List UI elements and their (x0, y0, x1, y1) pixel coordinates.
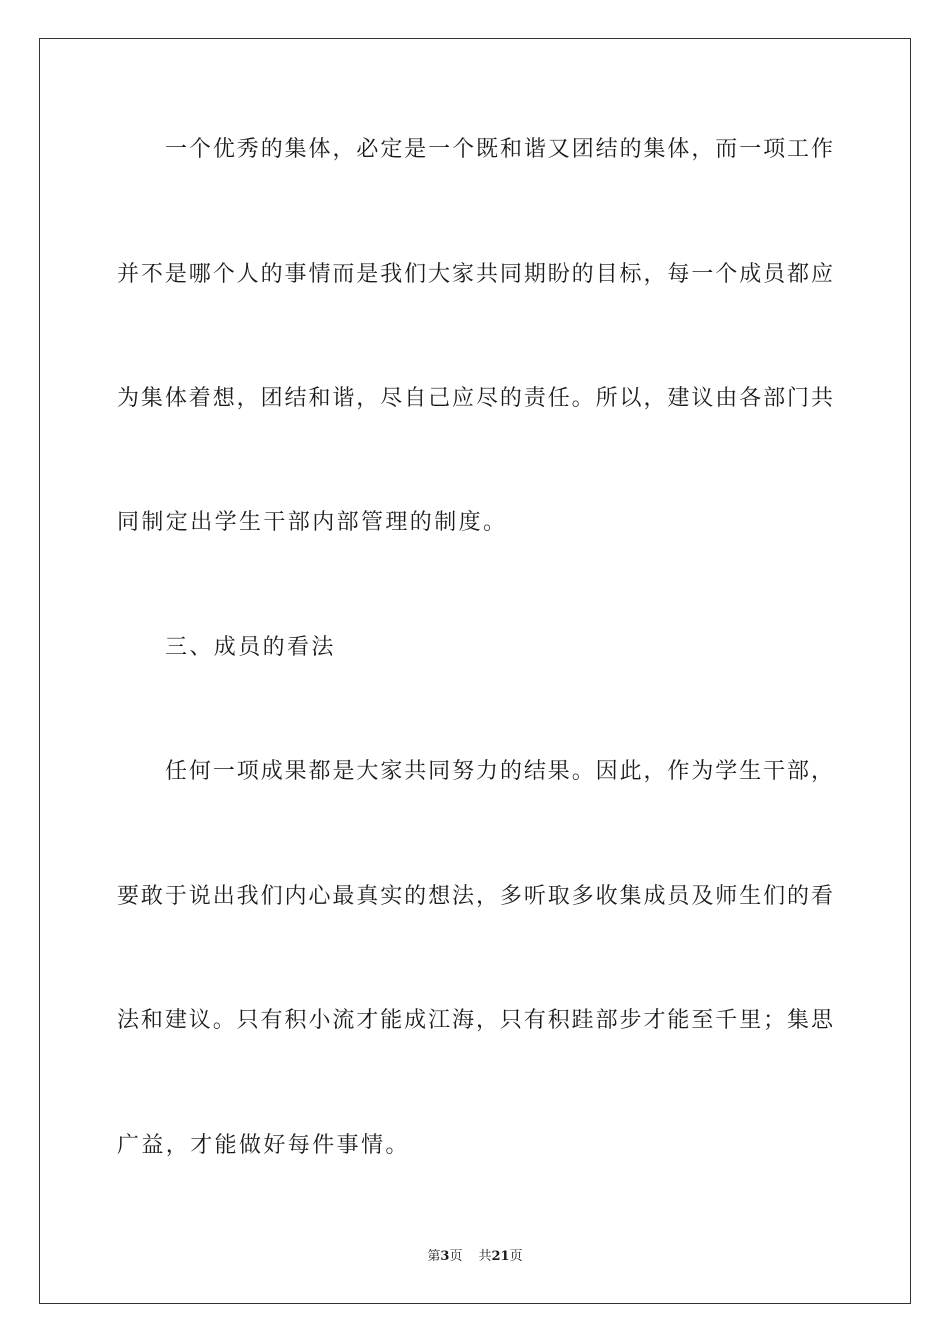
section-heading: 三、成员的看法 (165, 635, 336, 660)
paragraph-line: 同制定出学生干部内部管理的制度。 (117, 510, 508, 535)
paragraph-line: 要敢于说出我们内心最真实的想法，多听取多收集成员及师生们的看 (117, 884, 833, 909)
paragraph-line: 一个优秀的集体，必定是一个既和谐又团结的集体，而一项工作 (165, 137, 833, 162)
paragraph-line: 任何一项成果都是大家共同努力的结果。因此，作为学生干部， (165, 759, 833, 784)
total-prefix: 共 (478, 1249, 492, 1264)
paragraph-line: 为集体着想，团结和谐，尽自己应尽的责任。所以，建议由各部门共 (117, 386, 833, 411)
page-suffix: 页 (449, 1249, 463, 1264)
paragraph-line: 广益，才能做好每件事情。 (117, 1133, 410, 1158)
paragraph-line: 法和建议。只有积小流才能成江海，只有积跬部步才能至千里；集思 (117, 1008, 833, 1033)
page-footer (0, 1248, 950, 1266)
page-prefix: 第 (427, 1249, 441, 1264)
total-suffix: 页 (509, 1249, 523, 1264)
total-pages: 21 (491, 1249, 510, 1264)
page-border (39, 38, 911, 1304)
page-number: 3 (440, 1249, 450, 1264)
paragraph-line: 并不是哪个人的事情而是我们大家共同期盼的目标，每一个成员都应 (117, 262, 833, 287)
